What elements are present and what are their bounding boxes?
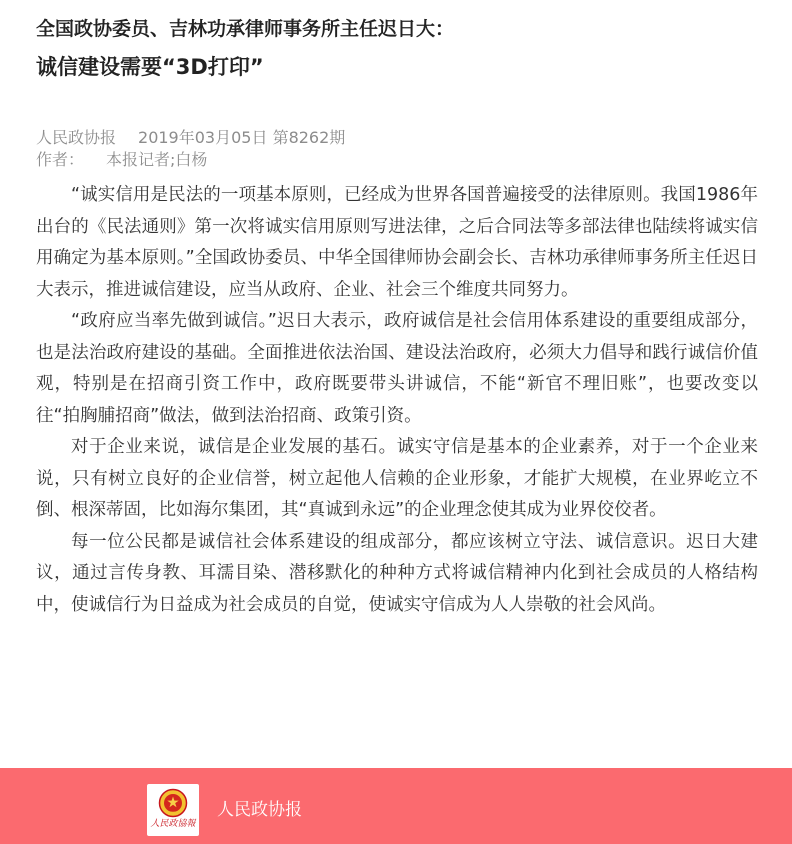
publication-info <box>36 127 758 149</box>
logo-text: 人民政協報 <box>150 819 196 829</box>
paragraph: “诚实信用是民法的一项基本原则，已经成为世界各国普遍接受的法律原则。我国1986年出台的《民法通则》第一次将诚实信用原则写进法律，之后合同法等多部法律也陆续将诚实信用确定为基本原则。”全国政协委员、中华全国律师协会副会长、吉林功承律师事务所主任迟日大表示，推进诚信建设，应当从政府、企业、社会三个维度共同努力。 <box>36 185 758 300</box>
newspaper-logo[interactable] <box>147 784 199 836</box>
author-name: 本报记者;白杨 <box>106 150 208 169</box>
article-title: 诚信建设需要“3D打印” <box>36 55 264 79</box>
paragraph: 对于企业来说，诚信是企业发展的基石。诚实守信是基本的企业素养，对于一个企业来说，只有树立良好的企业信誉，树立起他人信赖的企业形象，才能扩大规模，在业界屹立不倒、根深蒂固，比如海尔集团，其“真诚到永远”的企业理念使其成为业界佼佼者。 <box>36 437 758 520</box>
publish-date: 2019年03月05日 <box>138 128 268 147</box>
cppcc-emblem-icon <box>158 788 188 818</box>
article-pretitle: 全国政协委员、吉林功承律师事务所主任迟日大： <box>36 18 455 40</box>
article-body <box>36 180 758 621</box>
paragraph: “政府应当率先做到诚信。”迟日大表示，政府诚信是社会信用体系建设的重要组成部分，也是法治政府建设的基础。全面推进依法治国、建设法治政府，必须大力倡导和践行诚信价值观，特别是在招商引资工作中，政府既要带头讲诚信，不能“新官不理旧账”，也要改变以往“拍胸脯招商”做法，做到法治招商、政策引资。 <box>36 311 758 426</box>
article <box>36 14 758 621</box>
author-info <box>36 149 758 171</box>
footer-publication-name[interactable]: 人民政协报 <box>217 800 302 820</box>
issue-number: 第8262期 <box>272 128 346 147</box>
footer-bar[interactable] <box>0 768 792 844</box>
paragraph: 每一位公民都是诚信社会体系建设的组成部分，都应该树立守法、诚信意识。迟日大建议，通过言传身教、耳濡目染、潜移默化的种种方式将诚信精神内化到社会成员的人格结构中，使诚信行为日益成为社会成员的自觉，使诚实守信成为人人崇敬的社会风尚。 <box>36 531 758 615</box>
author-label: 作者： <box>36 150 85 169</box>
article-meta <box>36 127 758 171</box>
source-name: 人民政协报 <box>36 128 117 147</box>
